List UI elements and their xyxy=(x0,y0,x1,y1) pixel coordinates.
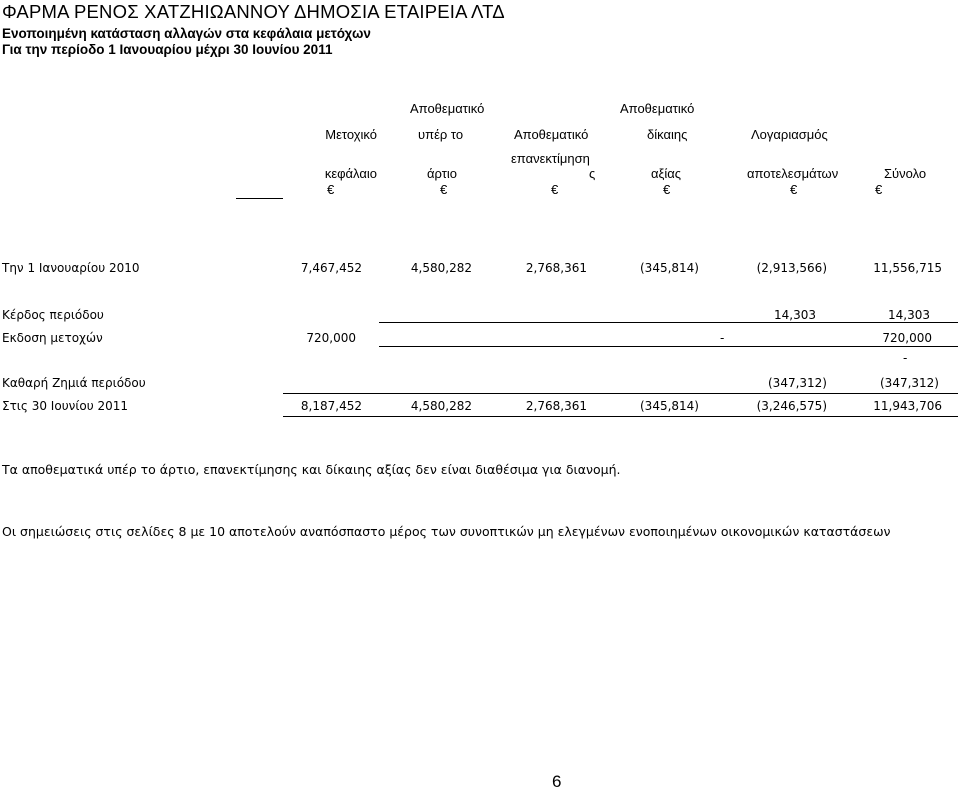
page-number: 6 xyxy=(552,772,562,791)
loss-total-value: (347,312) xyxy=(880,376,939,390)
header-underline xyxy=(236,198,283,199)
opening-total-value: 11,556,715 xyxy=(873,261,942,275)
closing-col5-value: (3,246,575) xyxy=(756,399,827,413)
row-rule xyxy=(379,322,958,323)
closing-col1-value: 8,187,452 xyxy=(300,399,362,413)
row-label-closing: Στις 30 Ιουνίου 2011 xyxy=(2,399,129,413)
col1-currency: € xyxy=(327,182,335,197)
col3-currency: € xyxy=(551,182,559,197)
profit-total-value: 14,303 xyxy=(888,308,930,322)
col2-header-line3: άρτιο xyxy=(427,166,457,181)
company-name: ΦΑΡΜΑ ΡΕΝΟΣ ΧΑΤΖΗΙΩΑΝΝΟΥ ΔΗΜΟΣΙΑ ΕΤΑΙΡΕΙΑ ΛΤΔ xyxy=(2,1,505,22)
opening-col1-value: 7,467,452 xyxy=(300,261,362,275)
reserves-note: Τα αποθεματικά υπέρ το άρτιο, επανεκτίμησης και δίκαιης αξίας δεν είναι διαθέσιμα για διανομή. xyxy=(2,462,621,477)
row-rule xyxy=(283,393,958,394)
col1-header-line2: Μετοχικό xyxy=(325,127,377,142)
row-label-loss: Καθαρή Ζημιά περιόδου xyxy=(2,376,146,390)
closing-col2-value: 4,580,282 xyxy=(410,399,472,413)
col3-header-line2: Αποθεματικό xyxy=(514,127,589,142)
row-rule xyxy=(283,416,958,417)
col5-currency: € xyxy=(790,182,798,197)
col5-header-line2: Λογαριασμός xyxy=(751,127,828,142)
closing-col4-value: (345,814) xyxy=(640,399,699,413)
closing-col3-value: 2,768,361 xyxy=(525,399,587,413)
opening-col2-value: 4,580,282 xyxy=(410,261,472,275)
col4-header-line3: αξίας xyxy=(651,166,682,181)
col6-header-line3: Σύνολο xyxy=(884,166,927,181)
col3-header-line3a: επανεκτίμηση xyxy=(511,151,590,166)
issue-col5-dash: - xyxy=(720,331,725,345)
col3-header-line3b: ς xyxy=(589,166,596,181)
loss-col5-value: (347,312) xyxy=(768,376,827,390)
period-title: Για την περίοδο 1 Ιανουαρίου μέχρι 30 Ιουνίου 2011 xyxy=(2,42,333,57)
issue-col1-value: 720,000 xyxy=(306,331,356,345)
profit-col5-value: 14,303 xyxy=(774,308,816,322)
col1-header-line3: κεφάλαιο xyxy=(324,166,377,181)
col2-header-line2: υπέρ το xyxy=(418,127,464,142)
col5-header-line3: αποτελεσμάτων xyxy=(747,166,839,181)
opening-col5-value: (2,913,566) xyxy=(756,261,827,275)
col4-header-line1: Αποθεματικό xyxy=(620,101,695,116)
col4-currency: € xyxy=(663,182,671,197)
row-label-opening: Την 1 Ιανουαρίου 2010 xyxy=(2,261,140,275)
opening-col4-value: (345,814) xyxy=(640,261,699,275)
row-label-profit: Κέρδος περιόδου xyxy=(2,308,104,322)
row-label-issue: Εκδοση μετοχών xyxy=(2,331,103,345)
row-rule xyxy=(379,346,958,347)
notes-reference: Οι σημειώσεις στις σελίδες 8 με 10 αποτελούν αναπόσπαστο μέρος των συνοπτικών μη ελεγμένων ενοποιημένων οικονομικών καταστάσεων xyxy=(2,524,891,539)
statement-title: Ενοποιημένη κατάσταση αλλαγών στα κεφάλαια μετόχων xyxy=(2,26,371,41)
loss-dash: - xyxy=(903,351,908,365)
col2-header-line1: Αποθεματικό xyxy=(410,101,485,116)
issue-total-value: 720,000 xyxy=(882,331,932,345)
col4-header-line2: δίκαιης xyxy=(647,127,688,142)
col6-currency: € xyxy=(875,182,883,197)
opening-col3-value: 2,768,361 xyxy=(525,261,587,275)
col2-currency: € xyxy=(440,182,448,197)
closing-total-value: 11,943,706 xyxy=(873,399,942,413)
